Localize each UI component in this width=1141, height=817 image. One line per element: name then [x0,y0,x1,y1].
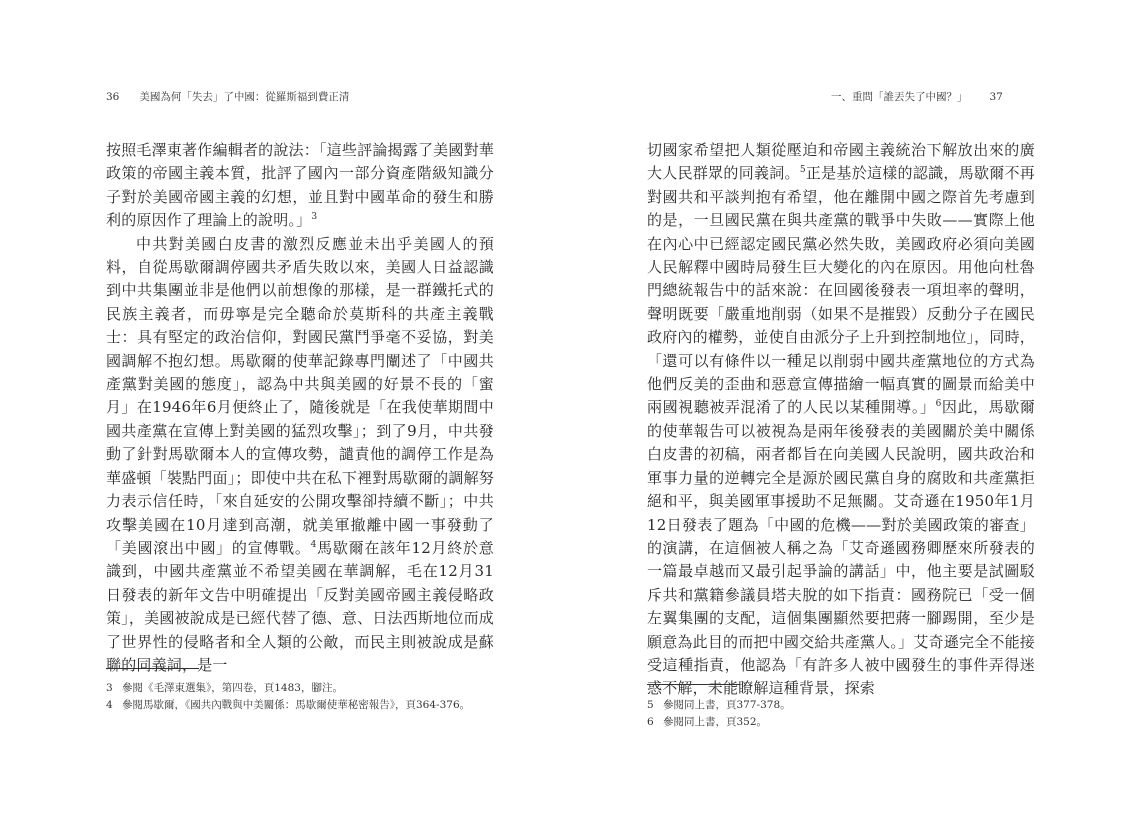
right-page-number: 37 [989,91,1003,103]
footnote-number: 3 [106,682,113,694]
footnote-5 [647,697,1037,714]
footnote-ref-6: 6 [935,399,942,410]
footnote-6 [647,714,1037,731]
right-paragraph-seg-1: 切國家希望把人類從壓迫和帝國主義統治下解放出來的廣大人民群眾的同義詞。 [647,141,1035,183]
left-page [0,0,570,817]
right-footnote-rule [647,684,740,685]
right-running-head [831,89,1003,104]
left-page-number: 36 [106,91,120,103]
left-running-head [106,89,349,104]
right-footnotes [647,697,1037,731]
footnote-number: 4 [106,699,113,711]
left-paragraph-2-text-b: 馬歇爾在該年12月終於意識到，中國共產黨並不希望美國在華調解，毛在12月31日發表的新年文告中明確提出「反對美國帝國主義侵略政策」，美國被說成是已經代替了德、意、日法西斯地位而成了世界性的侵略者和全人類的公敵，而民主則被說成是蘇聯的同義詞，是一 [106,538,494,674]
left-paragraph-1 [106,139,494,233]
footnote-ref-3: 3 [311,212,318,223]
left-footnote-rule [106,668,199,669]
footnote-number: 5 [647,699,654,711]
left-running-title: 美國為何「失去」了中國：從羅斯福到費正清 [139,91,350,103]
footnote-ref-4: 4 [310,539,317,550]
footnote-4 [106,697,496,714]
right-paragraph-seg-3: 因此，馬歇爾的使華報告可以被視為是兩年後發表的美國關於美中關係白皮書的初稿，兩者都旨在向美國人民說明，國共政治和軍事力量的逆轉完全是源於國民黨自身的腐敗和共產黨拒絕和平，與美國軍事援助不足無關。艾奇遜在1950年1月12日發表了題為「中國的危機——對於美國政策的審查」的演講，在這個被人稱之為「艾奇遜國務卿歷來所發表的一篇最卓越而又最引起爭論的講話」中，他主要是試圖駁斥共和黨籍參議員塔夫脫的如下指責：國務院已「受一個左翼集團的支配，這個集團顯然要把蔣一腳踢開，至少是願意為此目的而把中國交給共產黨人。」艾奇遜完全不能接受這種指責，他認為「有許多人被中國發生的事件弄得迷惑不解，未能瞭解這種背景，探索 [647,398,1035,698]
footnote-number: 6 [647,716,654,728]
footnote-3 [106,680,496,697]
right-paragraph-1 [647,139,1035,701]
right-body-text [647,139,1035,701]
footnote-text: 參閱《毛澤東選集》，第四卷，頁1483，腳注。 [122,682,343,694]
right-page [571,0,1141,817]
footnote-ref-5: 5 [799,165,806,176]
left-body-text [106,139,494,677]
left-paragraph-2-text-a: 中共對美國白皮書的激烈反應並未出乎美國人的預料，自從馬歇爾調停國共矛盾失敗以來，美國人日益認識到中共集團並非是他們以前想像的那樣，是一群鐵托式的民族主義者，而毋寧是完全聽命於莫斯科的共產主義戰士：具有堅定的政治信仰，對國民黨鬥爭毫不妥協，對美國調解不抱幻想。馬歇爾的使華記錄專門闡述了「中國共產黨對美國的態度」，認為中共與美國的好景不長的「蜜月」在1946年6月便終止了，隨後就是「在我使華期間中國共產黨在宣傳上對美國的猛烈攻擊」；到了9月，中共發動了針對馬歇爾本人的宣傳攻勢，譴責他的調停工作是為華盛頓「裝點門面」；即使中共在私下裡對馬歇爾的調解努力表示信任時，「來自延安的公開攻擊卻持續不斷」；中共攻擊美國在10月達到高潮，就美軍撤離中國一事發動了「美國滾出中國」的宣傳戰。 [106,234,494,557]
right-paragraph-seg-2: 正是基於這樣的認識，馬歇爾不再對國共和平談判抱有希望，他在離開中國之際首先考慮到的是，一旦國民黨在與共產黨的戰爭中失敗——實際上他在內心中已經認定國民黨必然失敗，美國政府必須向美國人民解釋中國時局發生巨大變化的內在原因。用他向杜魯門總統報告中的話來說：在回國後發表一項坦率的聲明，聲明既要「嚴重地削弱（如果不是摧毀）反動分子在國民政府內的權勢，並使自由派分子上升到控制地位」，同時，「還可以有條件以一種足以削弱中國共產黨地位的方式為他們反美的歪曲和惡意宣傳描繪一幅真實的圖景而給美中兩國視聽被弄混淆了的人民以某種開導。」 [647,164,1035,417]
footnote-text: 參閱同上書，頁352。 [663,716,768,728]
left-footnotes [106,680,496,714]
right-running-title: 一、重問「誰丟失了中國？」 [831,91,968,103]
footnote-text: 參閱同上書，頁377-378。 [663,699,791,711]
footnote-text: 參閱馬歇爾，《國共內戰與中美關係：馬歇爾使華秘密報告》，頁364-376。 [122,699,471,711]
left-paragraph-1-text: 按照毛澤東著作編輯者的說法：「這些評論揭露了美國對華政策的帝國主義本質，批評了國內一部分資產階級知識分子對於美國帝國主義的幻想，並且對中國革命的發生和勝利的原因作了理論上的說明。」 [106,141,494,230]
left-paragraph-2 [106,233,494,678]
